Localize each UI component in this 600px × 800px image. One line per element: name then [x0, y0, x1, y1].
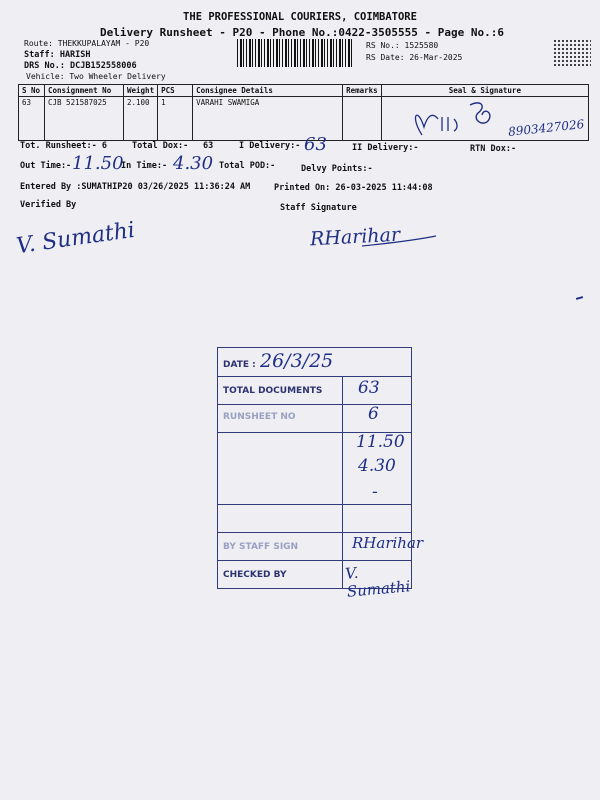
stamp-line — [218, 504, 411, 505]
verified-by-label: Verified By — [20, 200, 77, 210]
total-dox-label: Total Dox:- — [132, 141, 189, 151]
stamp-in-time-value: 4.30 — [358, 456, 396, 476]
stamp-line — [218, 376, 411, 377]
route: Route: THEKKUPALAYAM - P20 — [24, 39, 150, 48]
stamp-checked-by-value: V. Sumathi — [344, 563, 412, 601]
signature-phone: 8903427026 — [507, 117, 585, 139]
cell-weight: 2.100 — [124, 97, 158, 141]
col-consignee: Consignee Details — [193, 85, 343, 97]
stamp-runsheet-label: RUNSHEET NO — [223, 412, 296, 422]
stamp-runsheet-value: 6 — [368, 404, 379, 424]
drs-number: DRS No.: DCJB152558006 — [24, 61, 137, 71]
rs-date: RS Date: 26-Mar-2025 — [366, 53, 463, 62]
stamp-dash-value: - — [372, 482, 378, 502]
cell-remarks — [343, 97, 382, 141]
out-time-value: 11.50 — [72, 153, 124, 174]
col-sno: S No — [19, 85, 45, 97]
cell-sno: 63 — [19, 97, 45, 141]
delvy-points-label: Delvy Points:- — [301, 164, 373, 174]
stamp-out-time-value: 11.50 — [356, 432, 405, 452]
col-remarks: Remarks — [343, 85, 382, 97]
signature-flourish — [360, 232, 440, 252]
ii-delivery-label: II Delivery:- — [352, 143, 419, 153]
stamp-total-documents-value: 63 — [358, 378, 380, 398]
stamp-total-documents-label: TOTAL DOCUMENTS — [223, 386, 323, 396]
stamp-date-label: DATE : — [223, 360, 256, 370]
entered-by: Entered By :SUMATHIP20 03/26/2025 11:36:24 AM — [20, 182, 251, 192]
col-weight: Weight — [124, 85, 158, 97]
i-delivery-label: I Delivery:- — [239, 141, 301, 151]
rs-number: RS No.: 1525580 — [366, 41, 439, 50]
col-signature: Seal & Signature — [381, 85, 588, 97]
stamp-date-value: 26/3/25 — [260, 350, 334, 372]
staff: Staff: HARISH — [24, 50, 91, 60]
staff-signature: RHarihar — [309, 223, 401, 251]
qr-code — [553, 39, 591, 66]
staff-signature-label: Staff Signature — [280, 203, 357, 213]
runsheet-title: Delivery Runsheet - P20 - Phone No.:0422-3505555 - Page No.:6 — [100, 26, 504, 39]
in-time-label: In Time:- — [121, 161, 168, 171]
stamp-staff-sign-value: RHarihar — [352, 534, 424, 552]
stamp-line — [218, 532, 411, 533]
vehicle: Vehicle: Two Wheeler Delivery — [26, 72, 166, 81]
rtn-dox-label: RTN Dox:- — [470, 144, 517, 154]
i-delivery-value: 63 — [304, 134, 327, 155]
cell-consignee: VARAHI SWAMIGA — [193, 97, 343, 141]
stamp-divider — [342, 376, 343, 588]
stamp-staff-sign-label: BY STAFF SIGN — [223, 542, 299, 552]
tot-runsheet: Tot. Runsheet:- 6 — [20, 141, 107, 151]
verified-signature: V. Sumathi — [14, 217, 137, 260]
total-dox-value: 63 — [203, 141, 214, 151]
col-pcs: PCS — [158, 85, 193, 97]
col-consignment: Consignment No — [45, 85, 124, 97]
cell-consignment: CJB 521587025 — [45, 97, 124, 141]
in-time-value: 4.30 — [173, 153, 214, 174]
stamp-checked-by-label: CHECKED BY — [223, 570, 287, 580]
barcode — [237, 39, 352, 67]
total-pod-label: Total POD:- — [219, 161, 276, 171]
out-time-label: Out Time:- — [20, 161, 72, 171]
printed-on: Printed On: 26-03-2025 11:44:08 — [274, 183, 433, 193]
stamp-line — [218, 404, 411, 405]
cell-signature — [381, 97, 588, 141]
company-name: THE PROFESSIONAL COURIERS, COIMBATORE — [183, 11, 417, 23]
consignment-table — [18, 84, 589, 141]
ink-mark — [576, 296, 583, 300]
verification-stamp — [217, 347, 424, 601]
cell-pcs: 1 — [158, 97, 193, 141]
